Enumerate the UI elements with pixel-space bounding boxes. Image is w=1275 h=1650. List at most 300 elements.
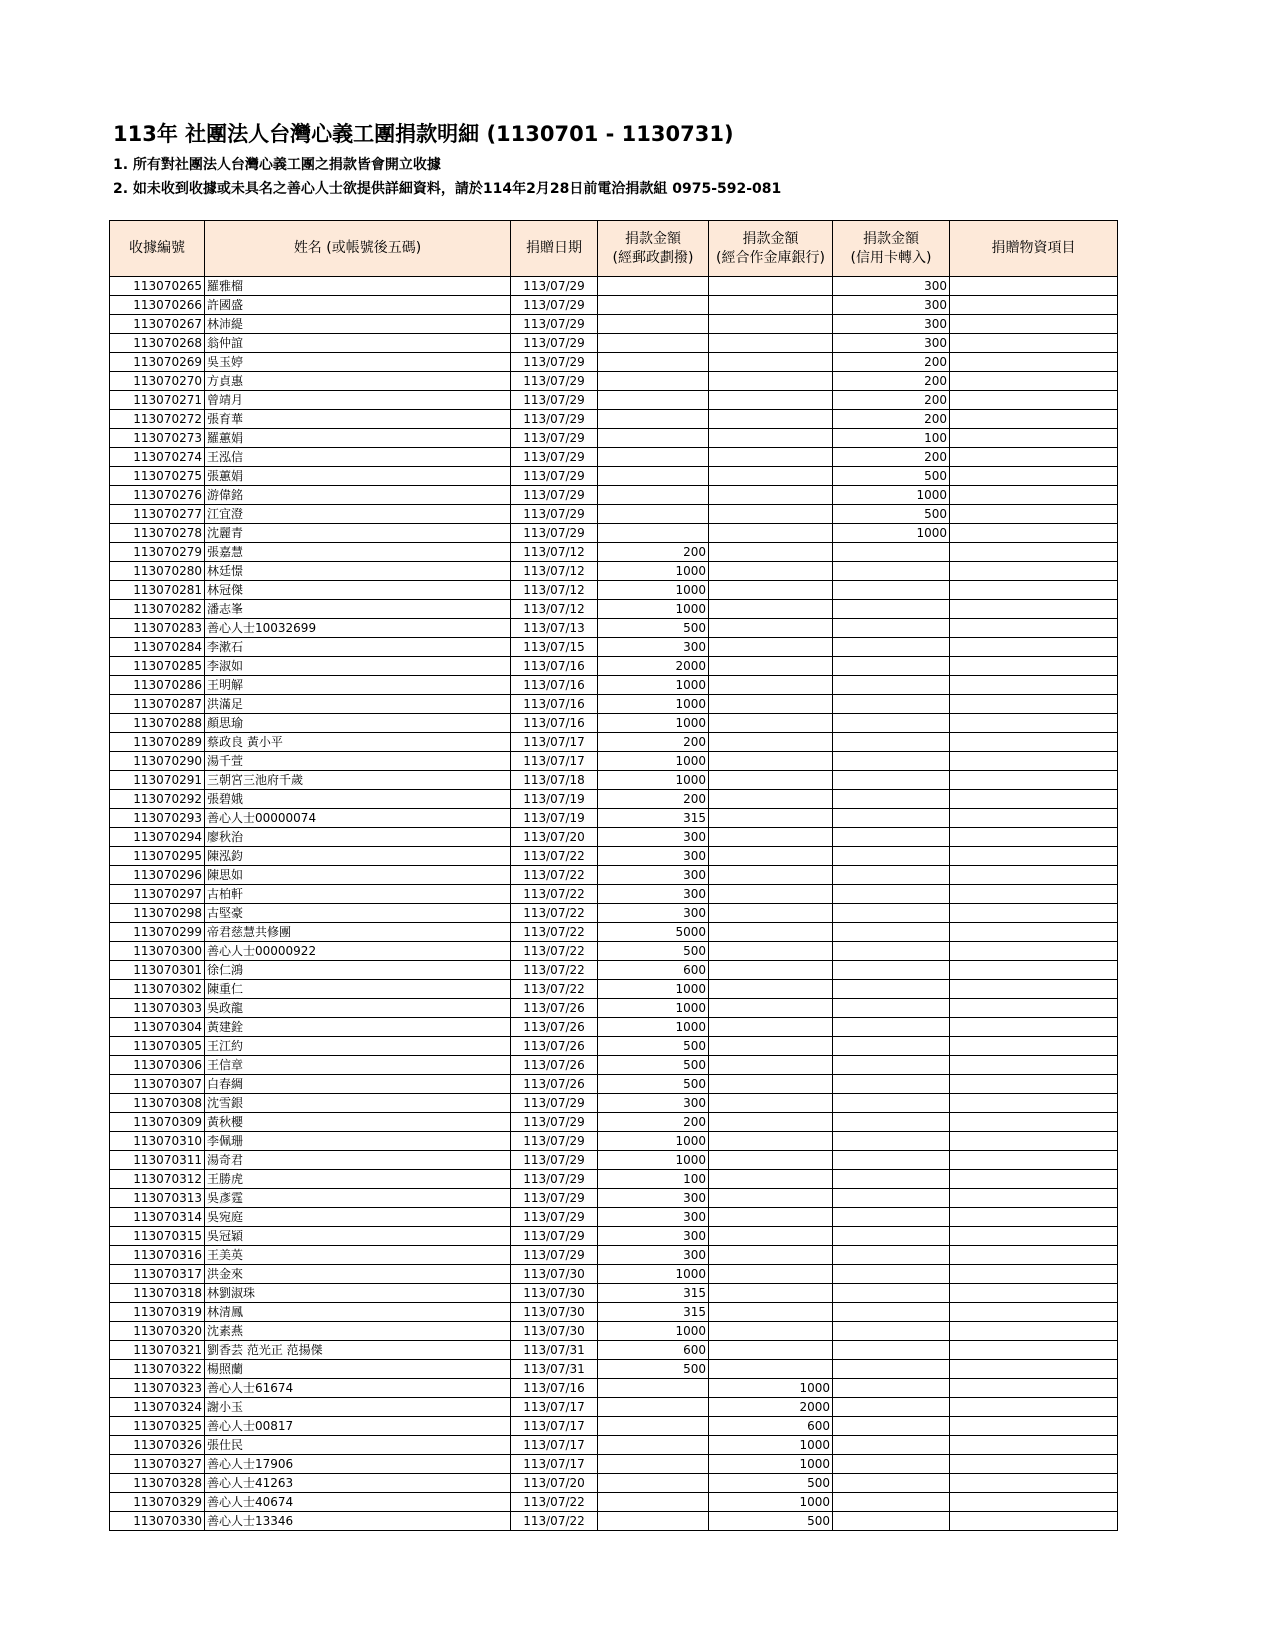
cell-donated-items (950, 1037, 1118, 1056)
cell-donated-items (950, 1398, 1118, 1417)
cell-donor-name: 張蕙娟 (205, 467, 511, 486)
cell-donated-items (950, 1322, 1118, 1341)
cell-donated-items (950, 752, 1118, 771)
cell-amount-bank (709, 448, 833, 467)
cell-donation-date: 113/07/29 (511, 353, 598, 372)
cell-donated-items (950, 790, 1118, 809)
cell-amount-postal: 1000 (598, 980, 709, 999)
cell-amount-bank (709, 543, 833, 562)
cell-donation-date: 113/07/29 (511, 1208, 598, 1227)
cell-amount-bank: 1000 (709, 1493, 833, 1512)
cell-donation-date: 113/07/12 (511, 581, 598, 600)
cell-donated-items (950, 334, 1118, 353)
header-amount-bank (709, 221, 833, 277)
cell-donated-items (950, 1417, 1118, 1436)
table-row (110, 1284, 1118, 1303)
cell-receipt-no: 113070290 (110, 752, 205, 771)
cell-amount-postal: 300 (598, 828, 709, 847)
cell-amount-postal: 1000 (598, 600, 709, 619)
cell-donation-date: 113/07/29 (511, 486, 598, 505)
cell-amount-bank (709, 1075, 833, 1094)
cell-donor-name: 張育華 (205, 410, 511, 429)
cell-amount-bank (709, 1189, 833, 1208)
table-row (110, 1094, 1118, 1113)
cell-amount-bank (709, 391, 833, 410)
cell-donor-name: 沈麗青 (205, 524, 511, 543)
cell-donated-items (950, 1132, 1118, 1151)
cell-donation-date: 113/07/29 (511, 1151, 598, 1170)
cell-donation-date: 113/07/22 (511, 1512, 598, 1531)
cell-amount-postal: 200 (598, 1113, 709, 1132)
cell-receipt-no: 113070315 (110, 1227, 205, 1246)
cell-donor-name: 王信章 (205, 1056, 511, 1075)
cell-amount-bank (709, 353, 833, 372)
cell-donation-date: 113/07/19 (511, 790, 598, 809)
header-donated-items (950, 221, 1118, 277)
cell-receipt-no: 113070293 (110, 809, 205, 828)
cell-amount-postal: 200 (598, 733, 709, 752)
cell-receipt-no: 113070288 (110, 714, 205, 733)
cell-donated-items (950, 999, 1118, 1018)
table-row (110, 1455, 1118, 1474)
cell-amount-bank: 1000 (709, 1455, 833, 1474)
cell-donor-name: 林廷憬 (205, 562, 511, 581)
table-row (110, 980, 1118, 999)
cell-amount-postal: 1000 (598, 999, 709, 1018)
cell-receipt-no: 113070306 (110, 1056, 205, 1075)
cell-donor-name: 吳彥霆 (205, 1189, 511, 1208)
table-row (110, 790, 1118, 809)
cell-receipt-no: 113070302 (110, 980, 205, 999)
cell-receipt-no: 113070269 (110, 353, 205, 372)
cell-donation-date: 113/07/22 (511, 847, 598, 866)
cell-amount-postal: 300 (598, 885, 709, 904)
cell-receipt-no: 113070320 (110, 1322, 205, 1341)
cell-donor-name: 吳政龍 (205, 999, 511, 1018)
cell-donor-name: 林冠傑 (205, 581, 511, 600)
cell-receipt-no: 113070275 (110, 467, 205, 486)
cell-amount-credit-card (833, 1189, 950, 1208)
cell-amount-credit-card (833, 961, 950, 980)
cell-amount-bank (709, 752, 833, 771)
cell-amount-credit-card (833, 1265, 950, 1284)
cell-amount-credit-card (833, 1113, 950, 1132)
cell-receipt-no: 113070308 (110, 1094, 205, 1113)
cell-receipt-no: 113070271 (110, 391, 205, 410)
cell-amount-postal (598, 1417, 709, 1436)
table-row (110, 847, 1118, 866)
cell-amount-bank (709, 1246, 833, 1265)
cell-donor-name: 吳冠穎 (205, 1227, 511, 1246)
cell-donation-date: 113/07/30 (511, 1322, 598, 1341)
cell-receipt-no: 113070267 (110, 315, 205, 334)
cell-amount-postal: 100 (598, 1170, 709, 1189)
cell-donated-items (950, 1303, 1118, 1322)
cell-donation-date: 113/07/16 (511, 714, 598, 733)
cell-donor-name: 三朝宮三池府千歲 (205, 771, 511, 790)
cell-amount-credit-card (833, 619, 950, 638)
cell-amount-postal (598, 391, 709, 410)
cell-amount-bank (709, 1094, 833, 1113)
cell-donated-items (950, 809, 1118, 828)
table-row (110, 1227, 1118, 1246)
cell-receipt-no: 113070270 (110, 372, 205, 391)
cell-receipt-no: 113070287 (110, 695, 205, 714)
cell-receipt-no: 113070286 (110, 676, 205, 695)
cell-donated-items (950, 771, 1118, 790)
cell-receipt-no: 113070313 (110, 1189, 205, 1208)
cell-donation-date: 113/07/22 (511, 980, 598, 999)
cell-amount-credit-card (833, 771, 950, 790)
cell-donation-date: 113/07/29 (511, 467, 598, 486)
cell-donation-date: 113/07/16 (511, 657, 598, 676)
header-donor-name (205, 221, 511, 277)
cell-donation-date: 113/07/17 (511, 1436, 598, 1455)
cell-amount-credit-card: 200 (833, 372, 950, 391)
cell-amount-bank (709, 315, 833, 334)
cell-amount-credit-card (833, 1037, 950, 1056)
cell-donation-date: 113/07/29 (511, 505, 598, 524)
cell-amount-postal (598, 486, 709, 505)
cell-amount-postal: 1000 (598, 771, 709, 790)
cell-donor-name: 沈素燕 (205, 1322, 511, 1341)
cell-donation-date: 113/07/29 (511, 1094, 598, 1113)
cell-receipt-no: 113070276 (110, 486, 205, 505)
cell-receipt-no: 113070273 (110, 429, 205, 448)
cell-amount-bank (709, 1322, 833, 1341)
cell-receipt-no: 113070323 (110, 1379, 205, 1398)
cell-receipt-no: 113070322 (110, 1360, 205, 1379)
cell-donor-name: 林劉淑珠 (205, 1284, 511, 1303)
cell-receipt-no: 113070314 (110, 1208, 205, 1227)
cell-amount-credit-card: 300 (833, 296, 950, 315)
cell-donated-items (950, 885, 1118, 904)
cell-receipt-no: 113070291 (110, 771, 205, 790)
table-row (110, 315, 1118, 334)
cell-amount-bank (709, 1265, 833, 1284)
cell-amount-postal: 1000 (598, 562, 709, 581)
cell-donor-name: 善心人士00817 (205, 1417, 511, 1436)
table-row (110, 1208, 1118, 1227)
cell-amount-bank (709, 733, 833, 752)
cell-amount-bank (709, 562, 833, 581)
cell-receipt-no: 113070278 (110, 524, 205, 543)
cell-donated-items (950, 695, 1118, 714)
cell-amount-postal: 300 (598, 1208, 709, 1227)
cell-donor-name: 方貞惠 (205, 372, 511, 391)
cell-amount-postal: 1000 (598, 714, 709, 733)
table-row (110, 1512, 1118, 1531)
cell-amount-bank (709, 1227, 833, 1246)
table-row (110, 448, 1118, 467)
table-row (110, 353, 1118, 372)
cell-amount-credit-card (833, 1360, 950, 1379)
cell-donor-name: 湯千萱 (205, 752, 511, 771)
cell-amount-bank (709, 942, 833, 961)
cell-receipt-no: 113070295 (110, 847, 205, 866)
cell-donated-items (950, 1075, 1118, 1094)
cell-amount-postal: 315 (598, 1303, 709, 1322)
cell-donation-date: 113/07/13 (511, 619, 598, 638)
cell-receipt-no: 113070280 (110, 562, 205, 581)
cell-amount-bank (709, 904, 833, 923)
cell-donated-items (950, 1474, 1118, 1493)
cell-amount-credit-card (833, 1227, 950, 1246)
cell-amount-postal: 5000 (598, 923, 709, 942)
cell-amount-credit-card: 100 (833, 429, 950, 448)
cell-donated-items (950, 1151, 1118, 1170)
cell-donor-name: 陳重仁 (205, 980, 511, 999)
cell-amount-postal (598, 1512, 709, 1531)
table-row (110, 524, 1118, 543)
cell-donation-date: 113/07/12 (511, 562, 598, 581)
cell-donated-items (950, 1189, 1118, 1208)
cell-amount-postal: 300 (598, 847, 709, 866)
cell-amount-postal (598, 410, 709, 429)
header-label: 捐贈物資項目 (991, 240, 1076, 256)
cell-donation-date: 113/07/30 (511, 1284, 598, 1303)
cell-amount-postal: 500 (598, 1075, 709, 1094)
cell-amount-credit-card (833, 1208, 950, 1227)
table-row (110, 600, 1118, 619)
cell-donated-items (950, 961, 1118, 980)
cell-donation-date: 113/07/26 (511, 1018, 598, 1037)
cell-donated-items (950, 866, 1118, 885)
cell-amount-postal (598, 315, 709, 334)
cell-amount-credit-card: 300 (833, 315, 950, 334)
cell-donation-date: 113/07/12 (511, 543, 598, 562)
table-row (110, 695, 1118, 714)
table-row (110, 809, 1118, 828)
cell-donor-name: 李漱石 (205, 638, 511, 657)
cell-donation-date: 113/07/29 (511, 372, 598, 391)
cell-amount-credit-card: 200 (833, 448, 950, 467)
cell-donation-date: 113/07/22 (511, 1493, 598, 1512)
cell-receipt-no: 113070317 (110, 1265, 205, 1284)
cell-donated-items (950, 391, 1118, 410)
cell-amount-credit-card (833, 1436, 950, 1455)
cell-receipt-no: 113070285 (110, 657, 205, 676)
cell-donation-date: 113/07/29 (511, 1170, 598, 1189)
cell-donation-date: 113/07/29 (511, 1246, 598, 1265)
cell-amount-credit-card (833, 1417, 950, 1436)
cell-amount-credit-card (833, 1341, 950, 1360)
cell-amount-bank: 1000 (709, 1379, 833, 1398)
cell-amount-postal: 300 (598, 1094, 709, 1113)
cell-amount-postal (598, 1379, 709, 1398)
cell-receipt-no: 113070300 (110, 942, 205, 961)
table-row (110, 1265, 1118, 1284)
table-row (110, 467, 1118, 486)
header-amount-credit-card (833, 221, 950, 277)
header-label: (信用卡轉入) (850, 249, 932, 266)
cell-amount-bank (709, 600, 833, 619)
cell-donated-items (950, 1246, 1118, 1265)
cell-donor-name: 吳玉婷 (205, 353, 511, 372)
cell-donated-items (950, 1265, 1118, 1284)
table-row (110, 638, 1118, 657)
cell-donation-date: 113/07/22 (511, 923, 598, 942)
table-row (110, 942, 1118, 961)
cell-amount-credit-card: 500 (833, 467, 950, 486)
cell-donated-items (950, 410, 1118, 429)
cell-amount-credit-card: 300 (833, 334, 950, 353)
cell-donated-items (950, 448, 1118, 467)
cell-amount-credit-card: 300 (833, 277, 950, 296)
cell-amount-postal: 1000 (598, 1151, 709, 1170)
table-row (110, 923, 1118, 942)
cell-donation-date: 113/07/22 (511, 942, 598, 961)
cell-amount-postal: 300 (598, 866, 709, 885)
table-row (110, 581, 1118, 600)
cell-amount-credit-card (833, 1018, 950, 1037)
cell-amount-bank (709, 410, 833, 429)
cell-amount-bank (709, 1341, 833, 1360)
cell-amount-postal: 500 (598, 1360, 709, 1379)
cell-donation-date: 113/07/26 (511, 1037, 598, 1056)
table-row (110, 296, 1118, 315)
cell-amount-credit-card (833, 1455, 950, 1474)
header-donation-date (511, 221, 598, 277)
note-contact: 2. 如未收到收據或未具名之善心人士欲提供詳細資料，請於114年2月28日前電洽捐款組 0975-592-081 (113, 181, 782, 197)
table-row (110, 410, 1118, 429)
cell-amount-bank: 2000 (709, 1398, 833, 1417)
cell-amount-bank (709, 790, 833, 809)
cell-amount-credit-card: 200 (833, 353, 950, 372)
cell-donor-name: 蔡政良 黃小平 (205, 733, 511, 752)
cell-amount-credit-card: 200 (833, 410, 950, 429)
table-row (110, 1189, 1118, 1208)
cell-donation-date: 113/07/29 (511, 315, 598, 334)
cell-amount-postal: 300 (598, 904, 709, 923)
table-row (110, 1360, 1118, 1379)
cell-donor-name: 帝君慈慧共修團 (205, 923, 511, 942)
cell-donor-name: 洪金來 (205, 1265, 511, 1284)
cell-receipt-no: 113070307 (110, 1075, 205, 1094)
page-title: 113年 社團法人台灣心義工團捐款明細 (1130701 - 1130731) (113, 122, 734, 146)
cell-amount-credit-card (833, 904, 950, 923)
cell-donated-items (950, 1113, 1118, 1132)
cell-amount-postal: 1000 (598, 1265, 709, 1284)
cell-donor-name: 吳宛庭 (205, 1208, 511, 1227)
header-label: 捐贈日期 (526, 240, 582, 256)
cell-amount-bank: 600 (709, 1417, 833, 1436)
table-row (110, 1132, 1118, 1151)
cell-donation-date: 113/07/12 (511, 600, 598, 619)
cell-receipt-no: 113070305 (110, 1037, 205, 1056)
cell-receipt-no: 113070311 (110, 1151, 205, 1170)
table-row (110, 619, 1118, 638)
cell-donor-name: 白春綢 (205, 1075, 511, 1094)
cell-receipt-no: 113070324 (110, 1398, 205, 1417)
cell-amount-bank: 500 (709, 1474, 833, 1493)
cell-donated-items (950, 619, 1118, 638)
table-row (110, 657, 1118, 676)
cell-receipt-no: 113070292 (110, 790, 205, 809)
cell-donation-date: 113/07/29 (511, 429, 598, 448)
cell-amount-bank (709, 999, 833, 1018)
cell-amount-postal (598, 1493, 709, 1512)
cell-receipt-no: 113070281 (110, 581, 205, 600)
cell-donor-name: 古堅豪 (205, 904, 511, 923)
cell-amount-postal: 200 (598, 543, 709, 562)
cell-amount-credit-card (833, 999, 950, 1018)
cell-donated-items (950, 1056, 1118, 1075)
cell-amount-postal: 300 (598, 1227, 709, 1246)
cell-amount-postal (598, 1474, 709, 1493)
cell-amount-bank (709, 1360, 833, 1379)
cell-amount-credit-card (833, 733, 950, 752)
cell-amount-bank (709, 1208, 833, 1227)
table-row (110, 771, 1118, 790)
cell-receipt-no: 113070274 (110, 448, 205, 467)
cell-amount-postal (598, 353, 709, 372)
cell-amount-bank (709, 828, 833, 847)
cell-donation-date: 113/07/20 (511, 1474, 598, 1493)
cell-receipt-no: 113070282 (110, 600, 205, 619)
header-receipt-no (110, 221, 205, 277)
cell-donation-date: 113/07/29 (511, 1113, 598, 1132)
table-row (110, 752, 1118, 771)
cell-donation-date: 113/07/31 (511, 1360, 598, 1379)
cell-amount-credit-card (833, 657, 950, 676)
cell-donation-date: 113/07/16 (511, 695, 598, 714)
cell-donation-date: 113/07/29 (511, 296, 598, 315)
table-row (110, 1246, 1118, 1265)
cell-donor-name: 王江約 (205, 1037, 511, 1056)
cell-amount-credit-card (833, 1474, 950, 1493)
table-row (110, 676, 1118, 695)
cell-receipt-no: 113070298 (110, 904, 205, 923)
cell-amount-bank (709, 1284, 833, 1303)
cell-amount-credit-card (833, 638, 950, 657)
cell-donation-date: 113/07/16 (511, 676, 598, 695)
cell-amount-bank (709, 619, 833, 638)
cell-amount-credit-card (833, 1056, 950, 1075)
cell-donation-date: 113/07/22 (511, 885, 598, 904)
cell-donated-items (950, 1170, 1118, 1189)
cell-donation-date: 113/07/29 (511, 277, 598, 296)
cell-amount-bank (709, 638, 833, 657)
cell-amount-bank (709, 1303, 833, 1322)
cell-amount-bank (709, 505, 833, 524)
cell-amount-postal: 1000 (598, 1018, 709, 1037)
table-header-row (110, 221, 1118, 277)
cell-donation-date: 113/07/17 (511, 733, 598, 752)
cell-donation-date: 113/07/26 (511, 1056, 598, 1075)
cell-receipt-no: 113070316 (110, 1246, 205, 1265)
table-body (110, 277, 1118, 1531)
table-row (110, 1075, 1118, 1094)
cell-amount-bank (709, 296, 833, 315)
cell-donor-name: 羅蕙娟 (205, 429, 511, 448)
cell-donated-items (950, 372, 1118, 391)
cell-donated-items (950, 676, 1118, 695)
table-row (110, 391, 1118, 410)
cell-amount-postal: 2000 (598, 657, 709, 676)
cell-receipt-no: 113070284 (110, 638, 205, 657)
cell-donated-items (950, 581, 1118, 600)
cell-receipt-no: 113070304 (110, 1018, 205, 1037)
cell-amount-postal (598, 1398, 709, 1417)
cell-donor-name: 翁仲誼 (205, 334, 511, 353)
table-row (110, 1398, 1118, 1417)
cell-donated-items (950, 1512, 1118, 1531)
header-label: 捐款金額 (625, 230, 681, 247)
cell-donated-items (950, 296, 1118, 315)
cell-amount-credit-card (833, 1075, 950, 1094)
cell-amount-bank (709, 847, 833, 866)
